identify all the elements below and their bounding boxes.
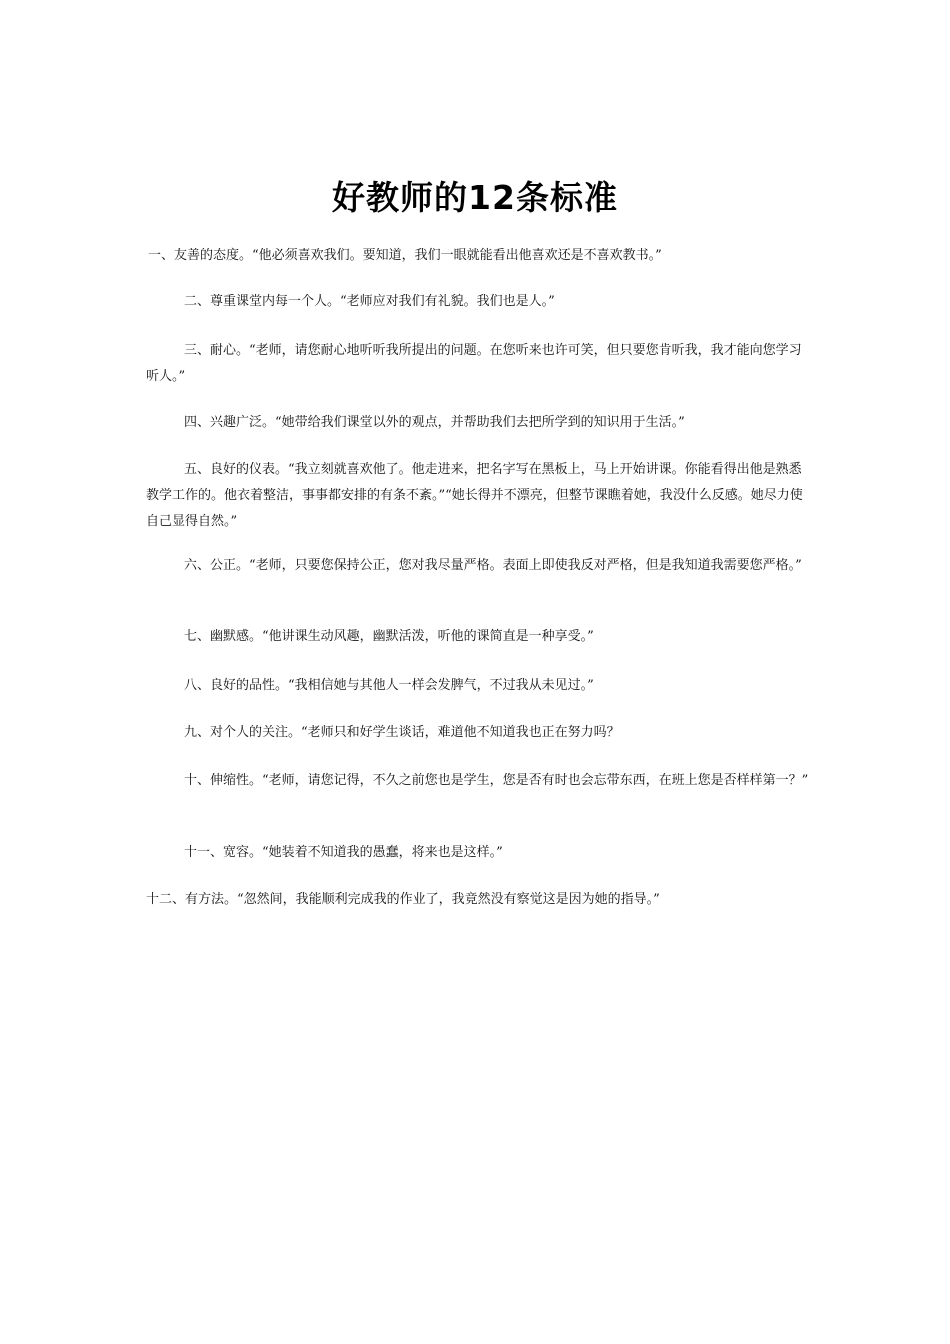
document-title: 好教师的12条标准 (332, 178, 618, 217)
item-6: 六、公正。“老师，只要您保持公正，您对我尽量严格。表面上即使我反对严格，但是我知道我需要您严格。” (184, 558, 802, 573)
item-9: 九、对个人的关注。“老师只和好学生谈话，难道他不知道我也正在努力吗？ (184, 725, 620, 740)
item-4: 四、兴趣广泛。“她带给我们课堂以外的观点，并帮助我们去把所学到的知识用于生活。” (184, 415, 685, 430)
item-5: 五、良好的仪表。“我立刻就喜欢他了。他走进来，把名字写在黑板上，马上开始讲课。你能看得出他是熟悉教学工作的。他衣着整洁，事事都安排的有条不紊。”“她长得并不漂亮，但整节课瞧着她，我没什么反感。她尽力使自己显得自然。” (146, 462, 803, 529)
item-11: 十一、宽容。“她装着不知道我的愚蠢，将来也是这样。” (184, 845, 503, 860)
item-3: 三、耐心。“老师，请您耐心地听听我所提出的问题。在您听来也许可笑，但只要您肯听我，我才能向您学习听人。” (146, 343, 802, 384)
item-7: 七、幽默感。“他讲课生动风趣，幽默活泼，听他的课简直是一种享受。” (184, 629, 594, 644)
item-2: 二、尊重课堂内每一个人。“老师应对我们有礼貌。我们也是人。” (184, 294, 555, 309)
item-8: 八、良好的品性。“我相信她与其他人一样会发脾气，不过我从未见过。” (184, 678, 594, 693)
item-12: 十二、有方法。“忽然间，我能顺利完成我的作业了，我竟然没有察觉这是因为她的指导。” (146, 892, 660, 907)
item-10: 十、伸缩性。“老师，请您记得，不久之前您也是学生，您是否有时也会忘带东西，在班上您是否样样第一？” (184, 773, 809, 788)
item-1: 一、友善的态度。“他必须喜欢我们。要知道，我们一眼就能看出他喜欢还是不喜欢教书。” (148, 248, 662, 263)
